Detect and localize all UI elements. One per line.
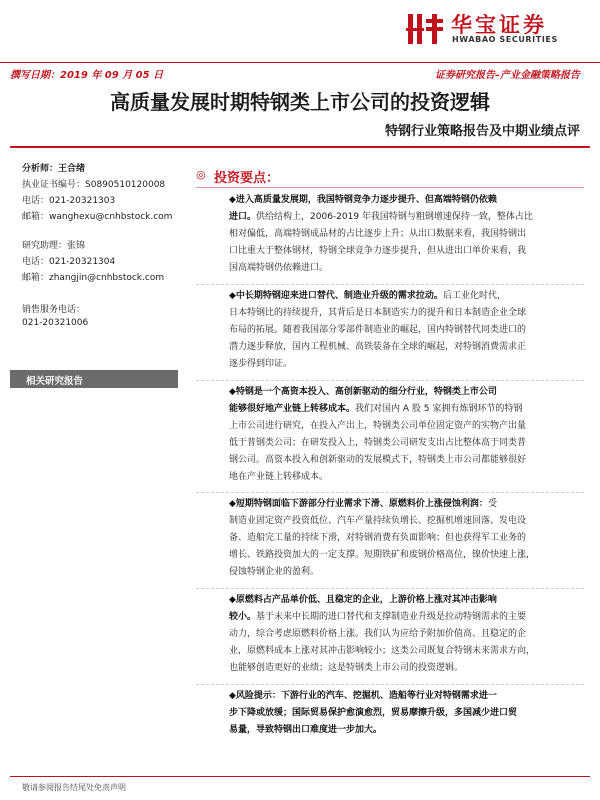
point-line: [229, 688, 581, 705]
point-line: [229, 513, 581, 530]
point-line-emphasis: ◆进入高质量发展期，我国特钢竞争力逐步提升、但高端特钢仍依赖: [229, 195, 497, 205]
point-line: [229, 192, 581, 209]
point-line-text: 增长、铁路投资加大的一定支撑。短期铁矿和废钢价格高位，镍价快速上涨，: [229, 550, 536, 560]
related-reports-label: 相关研究报告: [26, 376, 84, 387]
point-divider: [196, 588, 584, 589]
point-line-text: 制造业固定资产投资低位、汽车产量持续负增长、挖掘机增速回落、发电设: [229, 516, 527, 526]
point-line: [229, 660, 581, 677]
point-line: [229, 339, 581, 356]
point-line: [229, 452, 581, 469]
researcher-name: 研究助理：张锦: [22, 241, 86, 251]
point-line-text: 业，原燃料成本上涨对其冲击影响较小；这类公司既复合特钢未来需求方向，: [229, 646, 536, 656]
brand-name: 华宝证券: [451, 13, 547, 37]
point-line: [229, 226, 581, 243]
point-line-text: 基于未来中长期的进口替代和支撑制造业升级是拉动特钢需求的主要: [256, 612, 527, 622]
point-line: [229, 592, 581, 609]
point-line-text: 国高端特钢仍依赖进口。: [229, 263, 329, 273]
point-line-emphasis: ◆原燃料占产品单价低、且稳定的企业，上游价格上涨对其冲击影响: [229, 595, 497, 605]
point-line: [229, 322, 581, 339]
point-line: [229, 305, 581, 322]
points-heading-rule: [196, 187, 584, 188]
report-date: 撰写日期：2019 年 09 月 05 日: [10, 70, 164, 81]
footer-rule: [10, 776, 590, 777]
sales-phone: 021-20321006: [22, 318, 89, 328]
point-line-text: 上市公司进行研究，在投入产出上，特钢类公司单位固定资产的实物产出量: [229, 421, 527, 431]
point-line-text: 侵蚀特钢企业的盈利。: [229, 567, 320, 577]
point-line: [229, 384, 581, 401]
point-line-text: 布局的拓展。随着我国部分零部件制造业的崛起，国内特钢替代同类进口的: [229, 325, 527, 335]
point-line: [229, 401, 581, 418]
point-line: [229, 547, 581, 564]
point-line-text: 口比重大于整体钢材，特钢全球竞争力逐步提升，但从进出口单价来看，我: [229, 246, 527, 256]
point-line-text: 钢公司。高资本投入和创新驱动的发展模式下，特钢类上市公司都能够很好: [229, 455, 527, 465]
point-line: [229, 722, 581, 739]
point-line: [229, 260, 581, 277]
point-line: [229, 626, 581, 643]
section-bullet-icon: ◎: [196, 168, 206, 181]
point-line: [229, 705, 581, 722]
point-line-emphasis: 较小。: [229, 612, 257, 622]
point-line: [229, 496, 581, 513]
footer-disclaimer: 敬请参阅报告结尾处免责声明: [22, 783, 126, 792]
points-heading: 投资要点：: [214, 171, 280, 186]
report-category: 证券研究报告–产业金融策略报告: [435, 70, 580, 81]
point-line: [229, 609, 581, 626]
point-line-emphasis: 进口。: [229, 212, 257, 222]
point-line-emphasis: ◆短期特钢面临下游部分行业需求下滑、原燃料价上涨侵蚀利润：: [229, 499, 488, 509]
analyst-name: 分析师：王合绪: [22, 164, 86, 174]
point-line: [229, 243, 581, 260]
point-line: [229, 564, 581, 581]
analyst-email: 邮箱：wanghexu@cnhbstock.com: [22, 212, 173, 222]
sales-label: 销售服务电话：: [22, 305, 86, 315]
brand-name-english: HWABAO SECURITIES: [452, 35, 558, 44]
point-paragraph: [229, 288, 581, 373]
point-line: [229, 288, 581, 305]
point-divider: [196, 284, 584, 285]
point-line: [229, 643, 581, 660]
point-line: [229, 209, 581, 226]
point-paragraph: [229, 688, 581, 739]
brand-logo-icon: [406, 11, 446, 47]
point-line: [229, 356, 581, 373]
analyst-license: 执业证书编号：S0890510120008: [22, 180, 166, 190]
point-line-text: 相对偏低，高端特钢成品材的占比逐步上升；从出口数据来看，我国特钢出: [229, 229, 527, 239]
point-line: [229, 530, 581, 547]
point-line-text: 后工业化时代，: [442, 291, 506, 301]
analyst-phone: 电话：021-20321303: [22, 196, 116, 206]
point-paragraph: [229, 496, 581, 581]
point-line-emphasis: ◆特钢是一个高资本投入、高创新驱动的细分行业，特钢类上市公司: [229, 387, 497, 397]
title-divider: [10, 146, 590, 148]
point-line-text: 受: [487, 499, 497, 509]
point-line: [229, 469, 581, 486]
point-line-text: 日本特钢比的持续提升，其背后是日本制造实力的提升和日本制造企业全球: [229, 308, 527, 318]
point-line: [229, 418, 581, 435]
page-subtitle: 特钢行业策略报告及中期业绩点评: [384, 124, 580, 139]
point-line-text: 逐步得到印证。: [229, 359, 293, 369]
researcher-phone: 电话：021-20321304: [22, 257, 116, 267]
point-paragraph: [229, 384, 581, 486]
point-divider: [196, 380, 584, 381]
page-title: 高质量发展时期特钢类上市公司的投资逻辑: [110, 90, 490, 114]
point-divider: [196, 492, 584, 493]
point-paragraph: [229, 192, 581, 277]
point-line-emphasis: ◆风险提示：下游行业的汽车、挖掘机、造船等行业对特钢需求进一: [229, 691, 497, 701]
point-line-text: 供给结构上，2006-2019 年我国特钢与粗钢增速保持一致，整体占比: [256, 212, 533, 222]
point-line-text: 动力，综合考虑原燃料价格上涨。我们认为应给予附加价值高、且稳定的企: [229, 629, 527, 639]
point-line-text: 低于普钢类公司；在研发投入上，特钢类公司研发支出占比整体高于同类普: [229, 438, 527, 448]
point-line-text: 潜力逐步释放，国内工程机械、高铁装备在全球的崛起，对特钢消费需求正: [229, 342, 527, 352]
point-line-text: 地在产业链上转移成本。: [229, 472, 329, 482]
point-line: [229, 435, 581, 452]
point-line-emphasis: 能够很好地产业链上转移成本。: [229, 404, 356, 414]
point-line-emphasis: 易量，导致特钢出口难度进一步加大。: [229, 725, 383, 735]
point-line-text: 我们对国内 A 股 5 家拥有炼钢环节的特钢: [355, 404, 523, 414]
point-line-emphasis: ◆中长期特钢迎来进口替代、制造业升级的需求拉动。: [229, 291, 443, 301]
point-line-text: 也能够创造更好的业绩；这是特钢类上市公司的投资逻辑。: [229, 663, 464, 673]
point-divider: [196, 684, 584, 685]
point-paragraph: [229, 592, 581, 677]
point-line-text: 备、造船完工量的持续下滑，对特钢消费有负面影响；但也获得军工业务的: [229, 533, 527, 543]
researcher-email: 邮箱：zhangjin@cnhbstock.com: [22, 273, 165, 283]
point-line-emphasis: 步下降或放缓；国际贸易保护愈演愈烈，贸易摩擦升级，多国减少进口贸: [229, 708, 518, 718]
